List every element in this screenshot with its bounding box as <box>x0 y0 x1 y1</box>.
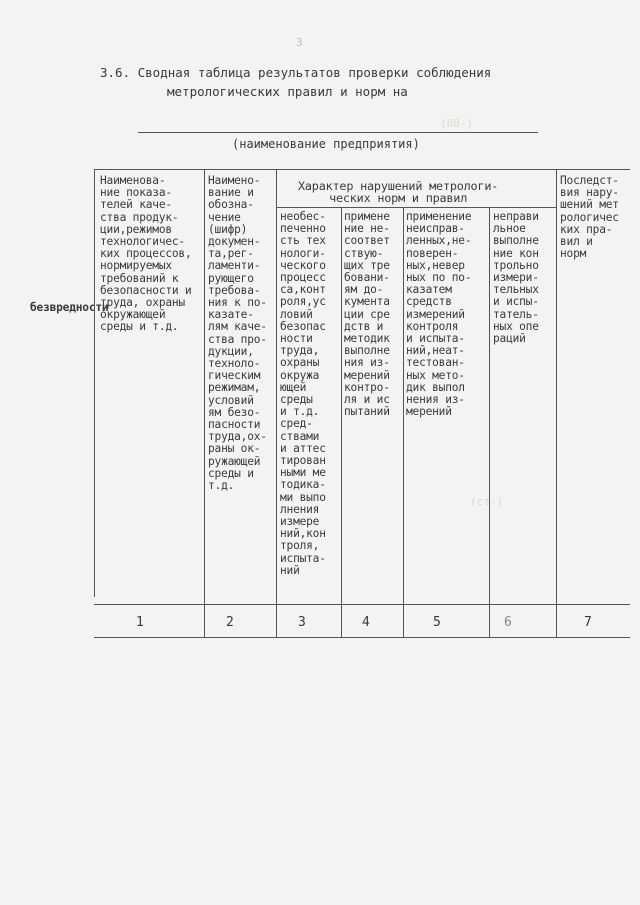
section-heading-line2: метрологических правил и норм на <box>167 84 408 99</box>
col-divider <box>489 207 490 638</box>
number-row-bottom-border <box>94 637 630 638</box>
column-number: 5 <box>433 615 441 630</box>
margin-note: безвредности <box>30 301 109 314</box>
column-header-indicators: Наименова- ние показа- телей каче- ства продук- ции,режимов технологичес- ких процессов, нормируемых требований к безопасности и труда, охраны окружающей среды и т.д. <box>100 174 192 334</box>
column-number: 2 <box>226 615 234 630</box>
table-top-border <box>94 169 630 170</box>
bleed-through-mark: (00-) <box>440 117 474 130</box>
col-divider <box>276 169 277 638</box>
column-header-unsupported: необес- печенно сть тех нологи- ческого процесс са,конт роля,ус ловий безопас ности труда, охраны окружа ющей среды и т.д. сред- ствами и аттес тирован ными ме тодика- ми выпо лнения измере ний,кон троля, испыта- ний <box>280 210 326 577</box>
col-divider <box>341 207 342 638</box>
column-header-consequences: Последст- вия нару- шений мет рологичес ких пра- вил и норм <box>560 174 619 261</box>
col-divider <box>403 207 404 638</box>
page-number: 3 <box>296 36 303 49</box>
column-number: 7 <box>584 615 592 630</box>
column-header-incorrect-operations: неправи льное выполне ние кон трольно измери- тельных и испы- татель- ных опе раций <box>493 210 539 346</box>
column-number: 6 <box>504 615 512 630</box>
column-number: 3 <box>298 615 306 630</box>
organization-caption: (наименование предприятия) <box>232 137 420 151</box>
column-group-header: Характер нарушений метрологи- ческих норм и правил <box>298 179 499 205</box>
table-left-border <box>94 169 95 597</box>
column-header-faulty-instruments: применение неисправ- ленных,не- поверен- ных,невер ных по по- казатем средств измерений контроля и испыта- ний,неат- тестован- ных мето- дик выпол нения из- мерений <box>406 210 472 419</box>
col-divider <box>204 169 205 638</box>
number-row-top-border <box>94 604 630 605</box>
bleed-through-mark: (ст-) <box>470 495 504 508</box>
group-header-divider <box>276 207 556 208</box>
column-number: 4 <box>362 615 370 630</box>
column-header-nonconforming: примене ние не- соответ ствую- щих тре бовани- ям до- кумента ции сре дств и методик выполне ния из- мерений контро- ля и ис пытаний <box>344 210 390 419</box>
col-divider <box>556 169 557 638</box>
column-number: 1 <box>136 615 144 630</box>
section-heading-line1: 3.6. Сводная таблица результатов проверки соблюдения <box>100 65 492 80</box>
column-header-document: Наимено- вание и обозна- чение (шифр) докумен- та,рег- ламенти- рующего требова- ния к по- казате- лям каче- ства про- дукции, техноло- гическим режимам, условий ям безо- пасности труда,ох- раны ок- ружающей среды и т.д. <box>208 174 267 493</box>
organization-fill-line <box>138 132 538 133</box>
